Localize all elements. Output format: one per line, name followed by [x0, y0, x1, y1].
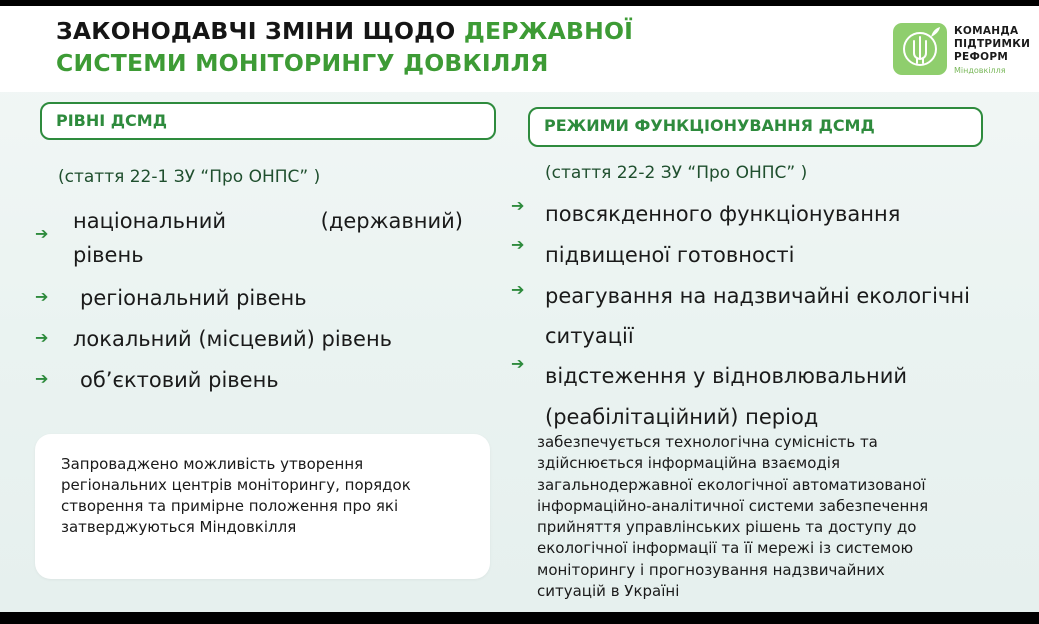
arrow-icon: ➔ — [511, 354, 525, 373]
arrow-icon: ➔ — [35, 287, 49, 306]
level-item-local: локальний (місцевий) рівень — [73, 327, 393, 351]
slide-header — [0, 6, 1039, 92]
reform-support-team-logo — [893, 23, 1033, 83]
logo-line-3: РЕФОРМ — [954, 51, 1009, 63]
mode-item-recovery-line1: відстеження у відновлювальний — [545, 364, 907, 388]
logo-line-1: КОМАНДА — [954, 25, 1019, 37]
levels-article-reference: (стаття 22-1 ЗУ “Про ОНПС” ) — [58, 167, 321, 187]
slide-title — [56, 15, 633, 79]
logo-text — [954, 25, 1030, 64]
arrow-icon: ➔ — [511, 280, 525, 299]
level-item-national-line1: національний (державний) — [73, 209, 463, 233]
levels-heading: РІВНІ ДСМД — [56, 111, 167, 130]
level-item-regional: регіональний рівень — [80, 286, 307, 310]
title-accent-part-2: СИСТЕМИ МОНІТОРИНГУ ДОВКІЛЛЯ — [56, 49, 549, 77]
title-accent-part-1: ДЕРЖАВНОЇ — [463, 17, 634, 45]
paragraph-line: моніторингу і прогнозування надзвичайних — [537, 560, 885, 579]
arrow-icon: ➔ — [511, 235, 525, 254]
levels-heading-box — [40, 102, 496, 140]
slide — [0, 6, 1039, 612]
paragraph-line: здійснюється інформаційна взаємодія — [537, 454, 840, 473]
level-item-national-line2: рівень — [73, 243, 144, 267]
paragraph-line: прийняття управлінських рішень та доступу до — [537, 518, 917, 537]
compatibility-paragraph — [537, 432, 1017, 602]
title-dark-part: ЗАКОНОДАВЧІ ЗМІНИ ЩОДО — [56, 17, 464, 45]
paragraph-line: інформаційно-аналітичної системи забезпечення — [537, 496, 929, 515]
trident-leaf-icon — [893, 23, 947, 75]
modes-article-reference: (стаття 22-2 ЗУ “Про ОНПС” ) — [545, 163, 808, 183]
paragraph-line: загальнодержавної екологічної автоматизованої — [537, 475, 926, 494]
paragraph-line: ситуацій в Україні — [537, 582, 680, 601]
modes-heading-box — [528, 107, 983, 147]
paragraph-line: забезпечується технологічна сумісність та — [537, 433, 878, 451]
logo-ministry: Міндовкілля — [954, 66, 1006, 75]
level-item-object: об’єктовий рівень — [80, 368, 279, 392]
mode-item-readiness: підвищеної готовності — [545, 243, 795, 267]
regional-centers-note-text: Запроваджено можливість утворення регіональних центрів моніторингу, порядок створення та примірне положення про які затверджуються Міндовкілля — [61, 455, 411, 536]
mode-item-emergency-line2: ситуації — [545, 324, 634, 348]
logo-line-2: ПІДТРИМКИ — [954, 38, 1031, 50]
regional-centers-note — [35, 434, 490, 579]
arrow-icon: ➔ — [511, 196, 525, 215]
arrow-icon: ➔ — [35, 369, 49, 388]
mode-item-recovery-line2: (реабілітаційний) період — [545, 405, 819, 429]
arrow-icon: ➔ — [35, 224, 49, 243]
mode-item-daily: повсякденного функціонування — [545, 202, 901, 226]
bottom-bar — [0, 612, 1039, 624]
paragraph-line: екологічної інформації та її мережі із системою — [537, 539, 914, 558]
arrow-icon: ➔ — [35, 328, 49, 347]
mode-item-emergency-line1: реагування на надзвичайні екологічні — [545, 284, 970, 308]
modes-heading: РЕЖИМИ ФУНКЦІОНУВАННЯ ДСМД — [544, 116, 875, 135]
